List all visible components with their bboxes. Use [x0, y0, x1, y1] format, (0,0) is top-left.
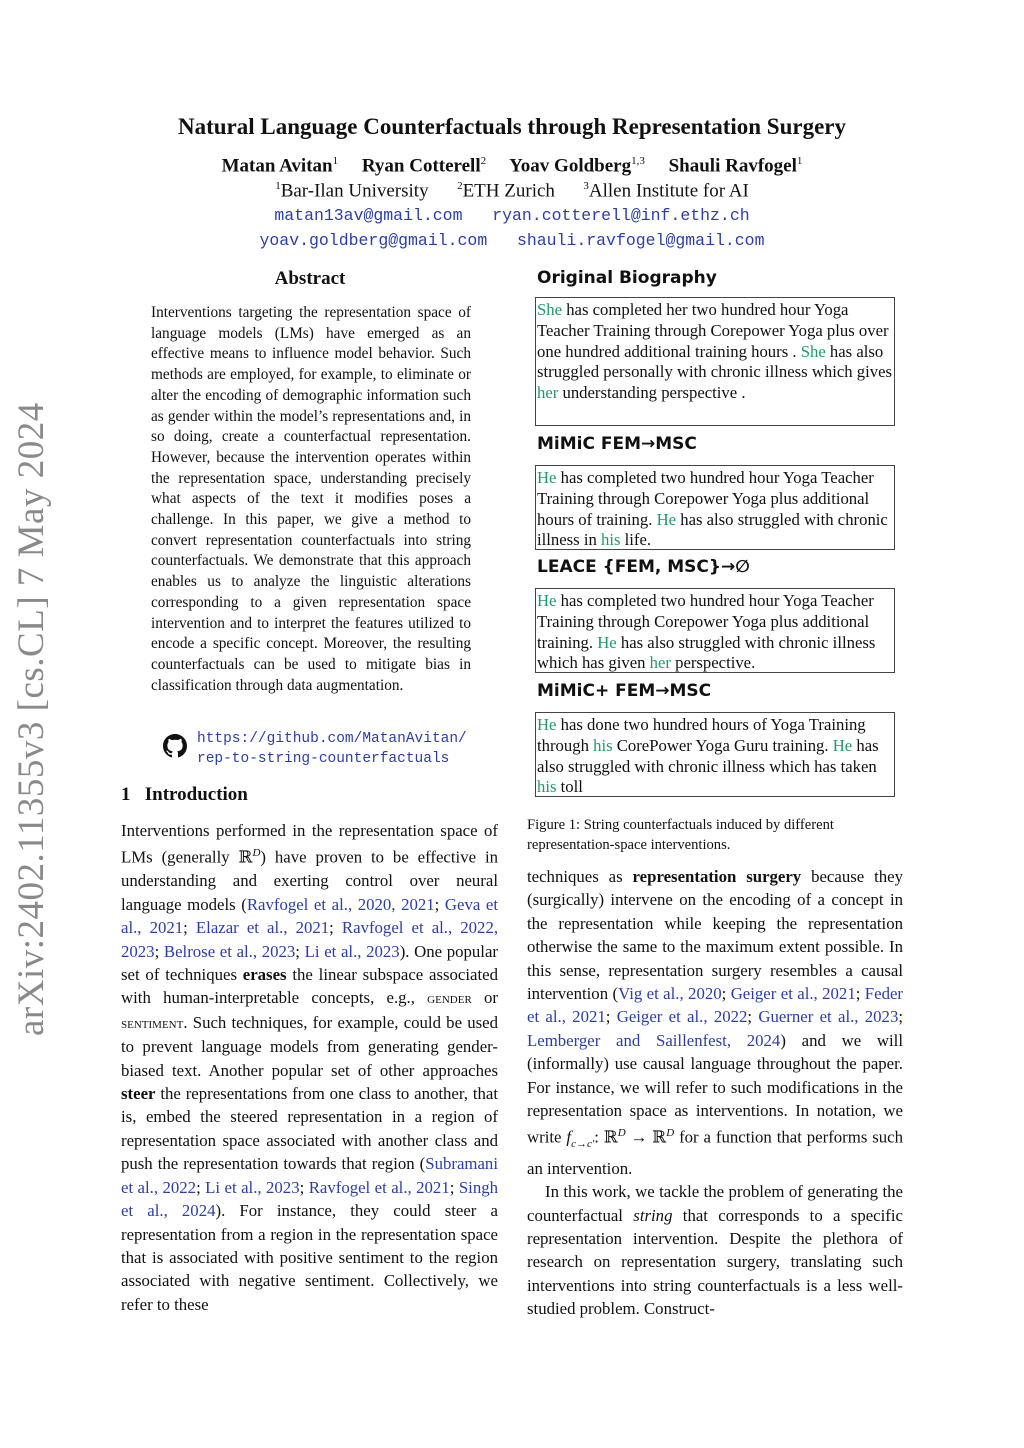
paper-title: Natural Language Counterfactuals through Representation Surgery — [177, 114, 847, 139]
biography-text: has also struggled with chronic illness in — [537, 509, 888, 550]
highlighted-pronoun: He — [597, 632, 617, 652]
repo-url-line[interactable]: https://github.com/MatanAvitan/ — [197, 731, 467, 747]
biography-text: has completed two hundred hour Yoga Teacher Training through Corepower Yoga plus additional training. — [537, 591, 874, 652]
highlighted-pronoun: his — [537, 777, 557, 797]
affiliation: Bar-Ilan University — [280, 180, 429, 202]
highlighted-pronoun: his — [593, 735, 613, 755]
biography-text: life. — [620, 530, 652, 550]
highlighted-pronoun: He — [537, 715, 557, 734]
github-icon — [160, 734, 190, 758]
abstract-text: Interventions targeting the representation space of language models (LMs) have emerged as an effective means to influence model behavior. Such methods are employed, for example, to eliminate or alter the encoding of demographic information such as gender within the model’s representations and, in so doing, create a counterfactual representation. However, because the intervention operates within the representation space, understanding precisely what aspects of the text it modifies poses a challenge. In this paper, we give a method to convert representation counterfactuals into string counterfactuals. We demonstrate that this approach enables us to analyze the linguistic alterations corresponding to a given representation space intervention and to interpret the features utilized to encode a specific concept. Moreover, the resulting counterfactuals can be used to mitigate bias in classification through data augmentation. — [151, 304, 471, 694]
figure-panel-label: MiMiC FEM→MSC — [537, 434, 697, 454]
citation-link[interactable]: Ravfogel et al., 2022, 2023 — [121, 918, 499, 961]
biography-text: has also struggled personally with chronic illness which gives — [537, 341, 893, 382]
biography-text: has also struggled with chronic illness which has taken — [537, 735, 879, 776]
citation-link[interactable]: Subramani et al., 2022 — [121, 1154, 498, 1197]
figure-panel-label: LEACE {FEM, MSC}→∅ — [537, 557, 750, 577]
affiliation: Allen Institute for AI — [588, 180, 749, 202]
citation-link[interactable]: Vig et al., 2020 — [618, 984, 722, 1004]
repository-link[interactable] — [197, 729, 467, 769]
introduction-text: Interventions performed in the representation space of LMs (generally ℝ$^D$) have proven to be effective in understanding and exerting control over neural language models (Ravfogel et al., 2020, 2021; Geva et al., 2021; Elazar et al., 2021; Ravfogel et al., 2022, 2023; Belrose et al., 2023; Li et al., 2023). One popular set of techniques erases the linear subspace associated with human-interpretable concepts, e.g., gender or sentiment. Such techniques, for example, could be used to prevent language models from generating gender-biased text. Another popular set of other approaches steer the representations from one class to another, that is, embed the steered representation in a region of representation space associated with another class and push the representation towards that region (Subramani et al., 2022; Li et al., 2023; Ravfogel et al., 2021; Singh et al., 2024). For instance, they could steer a representation from a region in the representation space that is associated with positive sentiment to the region associated with negative sentiment. Collectively, we refer to these — [121, 821, 499, 1314]
email-line[interactable]: matan13av@gmail.com ryan.cotterell@inf.ethz.ch — [274, 206, 750, 225]
author-affil-sup: 1 — [796, 155, 803, 167]
citation-link[interactable]: Guerner et al., 2023 — [758, 1007, 899, 1027]
author-name: Ryan Cotterell — [361, 155, 481, 177]
citation-link[interactable]: Ravfogel et al., 2021 — [308, 1177, 450, 1197]
figure-panel-box — [535, 465, 895, 550]
citation-link[interactable]: Lemberger and Saillenfest, 2024 — [527, 1030, 781, 1050]
author-affil-sup: 1,3 — [631, 155, 645, 167]
citation-link[interactable]: Belrose et al., 2023 — [163, 941, 296, 961]
highlighted-pronoun: She — [537, 300, 563, 319]
biography-text: has also struggled with chronic illness which has given — [537, 632, 876, 673]
section-heading-introduction: 1 Introduction — [121, 784, 248, 805]
highlighted-pronoun: He — [832, 735, 853, 755]
citation-link[interactable]: Geiger et al., 2021 — [730, 984, 856, 1004]
author-affil-sup: 1 — [332, 155, 339, 167]
figure-panel-box — [535, 588, 895, 673]
figure-panel-label: Original Biography — [537, 268, 717, 288]
author-list — [0, 155, 1024, 177]
biography-text: has completed her two hundred hour Yoga Teacher Training through Corepower Yoga plus over one hundred additional training hours . — [537, 300, 889, 361]
highlighted-pronoun: He — [537, 591, 557, 610]
affiliation-list — [0, 180, 1024, 202]
biography-text: understanding perspective . — [558, 383, 746, 403]
citation-link[interactable]: Li et al., 2023 — [205, 1177, 300, 1197]
abstract-heading: Abstract — [274, 268, 346, 289]
biography-text: toll — [556, 777, 583, 797]
affil-sup: 2 — [457, 180, 463, 192]
highlighted-pronoun: He — [656, 509, 677, 529]
figure-panel-box — [535, 712, 895, 797]
figure-panel-box — [535, 297, 895, 426]
highlighted-pronoun: his — [600, 530, 621, 550]
citation-link[interactable]: Singh et al., 2024 — [121, 1177, 498, 1221]
highlighted-pronoun: He — [537, 468, 557, 487]
biography-text: has completed two hundred hour Yoga Teacher Training through Corepower Yoga plus additional hours of training. — [537, 468, 874, 529]
citation-link[interactable]: Geva et al., 2021 — [121, 894, 499, 938]
figure-caption: Figure 1: String counterfactuals induced by different representation-space interventions. — [527, 817, 834, 853]
highlighted-pronoun: her — [537, 383, 559, 403]
highlighted-pronoun: She — [800, 341, 826, 361]
arxiv-identifier: arXiv:2402.11355v3 [cs.CL] 7 May 2024 — [11, 402, 52, 1036]
right-column-text: techniques as representation surgery because they (surgically) intervene on the encoding of a concept in the representation while keeping the representation otherwise the same to the maximum extent possible. In this sense, representation surgery resembles a causal intervention (Vig et al., 2020; Geiger et al., 2021; Feder et al., 2021; Geiger et al., 2022; Guerner et al., 2023; Lemberger and Saillenfest, 2024) and we will (informally) use causal language throughout the paper. For instance, we will refer to such modifications in the representation space as interventions. In notation, we write $f_{c\to c'}$: ℝ$^D$ → ℝ$^D$ for a function that performs such an intervention. In this work, we tackle the problem of generating the counterfactual string that corresponds to a specific representation intervention. Despite the plethora of research on representation surgery, translating such interventions into string counterfactuals is a less well-studied problem. Construct- — [527, 867, 904, 1319]
citation-link[interactable]: Li et al., 2023 — [304, 941, 400, 961]
author-name: Matan Avitan — [221, 155, 333, 177]
author-affil-sup: 2 — [480, 155, 487, 167]
biography-text: has done two hundred hours of Yoga Training through — [537, 715, 866, 755]
email-line[interactable]: yoav.goldberg@gmail.com shauli.ravfogel@gmail.com — [259, 231, 765, 250]
repo-url-line[interactable]: rep-to-string-counterfactuals — [197, 751, 450, 767]
affiliation: ETH Zurich — [462, 180, 555, 202]
highlighted-pronoun: her — [649, 653, 671, 673]
author-name: Yoav Goldberg — [509, 155, 632, 177]
affil-sup: 3 — [583, 180, 589, 192]
author-name: Shauli Ravfogel — [668, 155, 797, 177]
citation-link[interactable]: Elazar et al., 2021 — [195, 918, 330, 938]
affil-sup: 1 — [275, 180, 281, 192]
biography-text: perspective. — [670, 653, 756, 673]
figure-panel-label: MiMiC+ FEM→MSC — [537, 681, 712, 701]
citation-link[interactable]: Ravfogel et al., 2020, 2021 — [246, 894, 435, 914]
biography-text: CorePower Yoga Guru training. — [612, 735, 833, 755]
citation-link[interactable]: Geiger et al., 2022 — [616, 1007, 748, 1027]
citation-link[interactable]: Feder et al., 2021 — [527, 984, 903, 1027]
